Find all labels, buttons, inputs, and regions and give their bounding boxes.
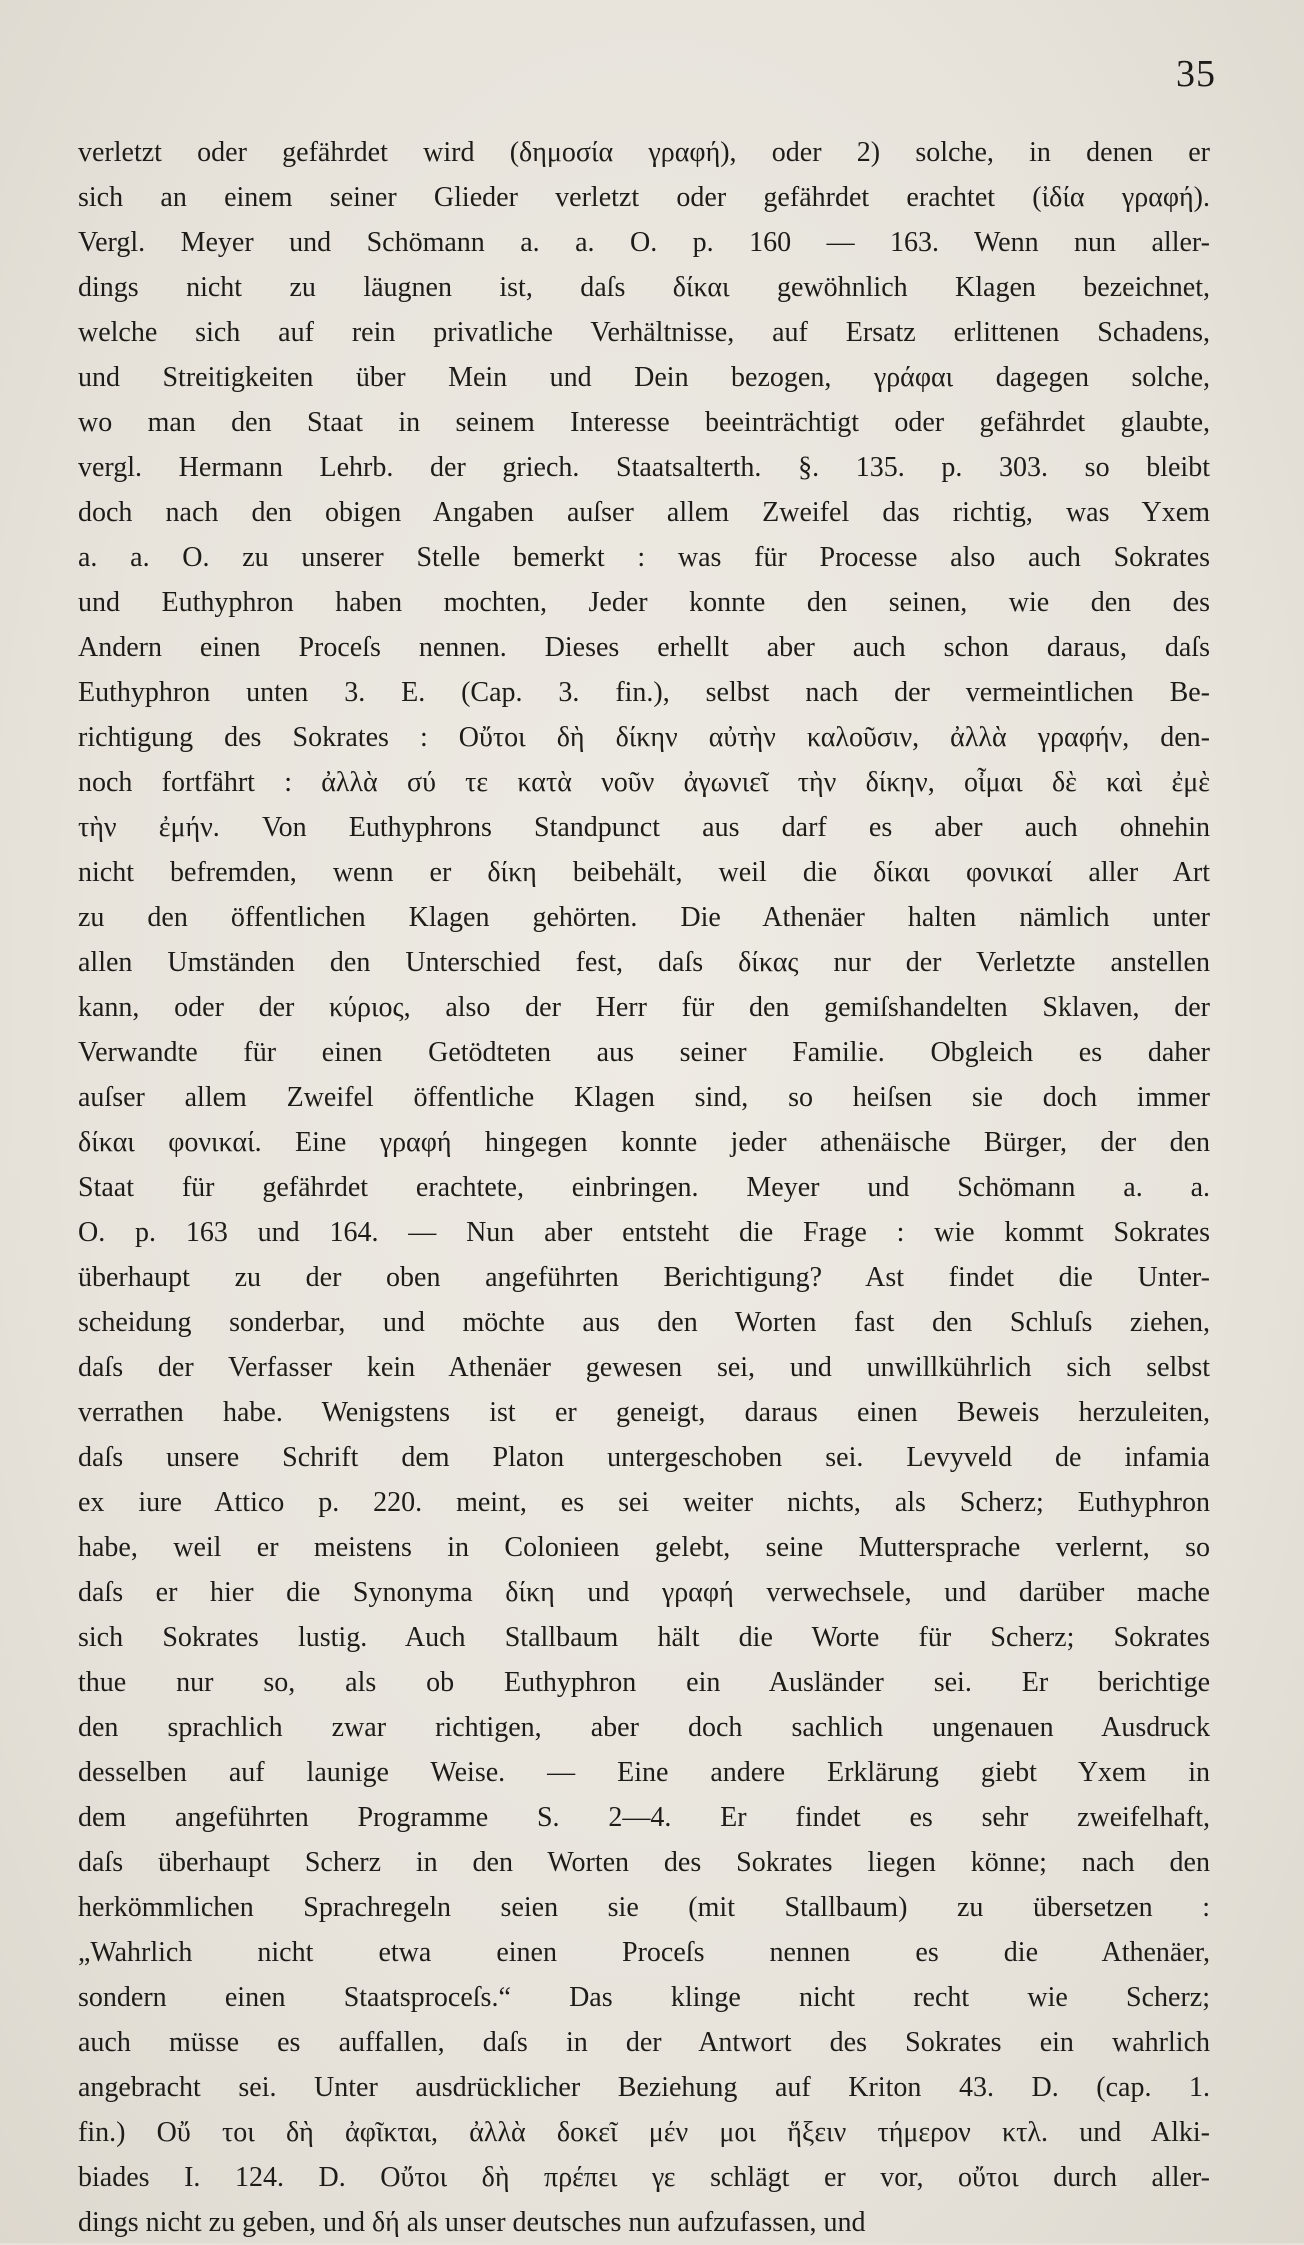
- text-line: daſs er hier die Synonyma δίκη und γραφή verwechsele, und darüber mache: [78, 1577, 1210, 1608]
- text-line: δίκαι φονικαί. Eine γραφή hingegen konnte jeder athenäische Bürger, der den: [78, 1127, 1210, 1158]
- text-line: kann, oder der κύριος, also der Herr für den gemiſshandelten Sklaven, der: [78, 992, 1210, 1023]
- text-line: noch fortfährt : ἀλλὰ σύ τε κατὰ νοῦν ἀγωνιεῖ τὴν δίκην, οἶμαι δὲ καὶ ἐμὲ: [78, 767, 1210, 798]
- body-text: [78, 130, 1210, 2245]
- text-line: daſs überhaupt Scherz in den Worten des Sokrates liegen könne; nach den: [78, 1847, 1210, 1878]
- text-line: allen Umständen den Unterschied fest, daſs δίκας nur der Verletzte anstellen: [78, 947, 1210, 978]
- text-line: herkömmlichen Sprachregeln seien sie (mit Stallbaum) zu übersetzen :: [78, 1892, 1210, 1923]
- text-line: a. a. O. zu unserer Stelle bemerkt : was für Processe also auch Sokrates: [78, 542, 1210, 573]
- text-line: dings nicht zu läugnen ist, daſs δίκαι gewöhnlich Klagen bezeichnet,: [78, 272, 1210, 303]
- text-line: Andern einen Proceſs nennen. Dieses erhellt aber auch schon daraus, daſs: [78, 632, 1210, 663]
- text-line: Verwandte für einen Getödteten aus seiner Familie. Obgleich es daher: [78, 1037, 1210, 1068]
- text-line: überhaupt zu der oben angeführten Berichtigung? Ast findet die Unter-: [78, 1262, 1210, 1293]
- text-line: angebracht sei. Unter ausdrücklicher Beziehung auf Kriton 43. D. (cap. 1.: [78, 2072, 1210, 2103]
- text-line: sich Sokrates lustig. Auch Stallbaum hält die Worte für Scherz; Sokrates: [78, 1622, 1210, 1653]
- text-line: vergl. Hermann Lehrb. der griech. Staatsalterth. §. 135. p. 303. so bleibt: [78, 452, 1210, 483]
- text-line: daſs unsere Schrift dem Platon untergeschoben sei. Levyveld de infamia: [78, 1442, 1210, 1473]
- text-line: den sprachlich zwar richtigen, aber doch sachlich ungenauen Ausdruck: [78, 1712, 1210, 1743]
- text-line: richtigung des Sokrates : Οὔτοι δὴ δίκην αὐτὴν καλοῦσιν, ἀλλὰ γραφήν, den-: [78, 722, 1210, 753]
- text-line: dem angeführten Programme S. 2—4. Er findet es sehr zweifelhaft,: [78, 1802, 1210, 1833]
- text-line: fin.) Οὔ τοι δὴ ἀφῖκται, ἀλλὰ δοκεῖ μέν μοι ἥξειν τήμερον κτλ. und Alki-: [78, 2117, 1210, 2148]
- text-line: thue nur so, als ob Euthyphron ein Ausländer sei. Er berichtige: [78, 1667, 1210, 1698]
- text-line: ex iure Attico p. 220. meint, es sei weiter nichts, als Scherz; Euthyphron: [78, 1487, 1210, 1518]
- text-line: „Wahrlich nicht etwa einen Proceſs nennen es die Athenäer,: [78, 1937, 1210, 1968]
- text-line: doch nach den obigen Angaben auſser allem Zweifel das richtig, was Yxem: [78, 497, 1210, 528]
- text-line: O. p. 163 und 164. — Nun aber entsteht die Frage : wie kommt Sokrates: [78, 1217, 1210, 1248]
- text-line: zu den öffentlichen Klagen gehörten. Die Athenäer halten nämlich unter: [78, 902, 1210, 933]
- text-line: Staat für gefährdet erachtete, einbringen. Meyer und Schömann a. a.: [78, 1172, 1210, 1203]
- text-line: und Streitigkeiten über Mein und Dein bezogen, γράφαι dagegen solche,: [78, 362, 1210, 393]
- text-line: wo man den Staat in seinem Interesse beeinträchtigt oder gefährdet glaubte,: [78, 407, 1210, 438]
- text-line: dings nicht zu geben, und δή als unser deutsches nun aufzufassen, und: [78, 2207, 866, 2238]
- text-line: τὴν ἐμήν. Von Euthyphrons Standpunct aus darf es aber auch ohnehin: [78, 812, 1210, 843]
- text-line: biades I. 124. D. Οὔτοι δὴ πρέπει γε schlägt er vor, οὔτοι durch aller-: [78, 2162, 1210, 2193]
- text-line: scheidung sonderbar, und möchte aus den Worten fast den Schluſs ziehen,: [78, 1307, 1210, 1338]
- text-line: daſs der Verfasser kein Athenäer gewesen sei, und unwillkührlich sich selbst: [78, 1352, 1210, 1383]
- text-line: auſser allem Zweifel öffentliche Klagen sind, so heiſsen sie doch immer: [78, 1082, 1210, 1113]
- text-line: Euthyphron unten 3. E. (Cap. 3. fin.), selbst nach der vermeintlichen Be-: [78, 677, 1210, 708]
- text-line: sich an einem seiner Glieder verletzt oder gefährdet erachtet (ἰδία γραφή).: [78, 182, 1210, 213]
- text-line: habe, weil er meistens in Colonieen gelebt, seine Muttersprache verlernt, so: [78, 1532, 1210, 1563]
- text-line: verrathen habe. Wenigstens ist er geneigt, daraus einen Beweis herzuleiten,: [78, 1397, 1210, 1428]
- text-line: verletzt oder gefährdet wird (δημοσία γραφή), oder 2) solche, in denen er: [78, 137, 1210, 168]
- text-line: desselben auf launige Weise. — Eine andere Erklärung giebt Yxem in: [78, 1757, 1210, 1788]
- text-line: sondern einen Staatsproceſs.“ Das klinge nicht recht wie Scherz;: [78, 1982, 1210, 2013]
- text-line: und Euthyphron haben mochten, Jeder konnte den seinen, wie den des: [78, 587, 1210, 618]
- page-number: 35: [1176, 53, 1216, 95]
- text-line: welche sich auf rein privatliche Verhältnisse, auf Ersatz erlittenen Schadens,: [78, 317, 1210, 348]
- text-line: auch müsse es auffallen, daſs in der Antwort des Sokrates ein wahrlich: [78, 2027, 1210, 2058]
- text-line: nicht befremden, wenn er δίκη beibehält, weil die δίκαι φονικαί aller Art: [78, 857, 1210, 888]
- text-line: Vergl. Meyer und Schömann a. a. O. p. 160 — 163. Wenn nun aller-: [78, 227, 1210, 258]
